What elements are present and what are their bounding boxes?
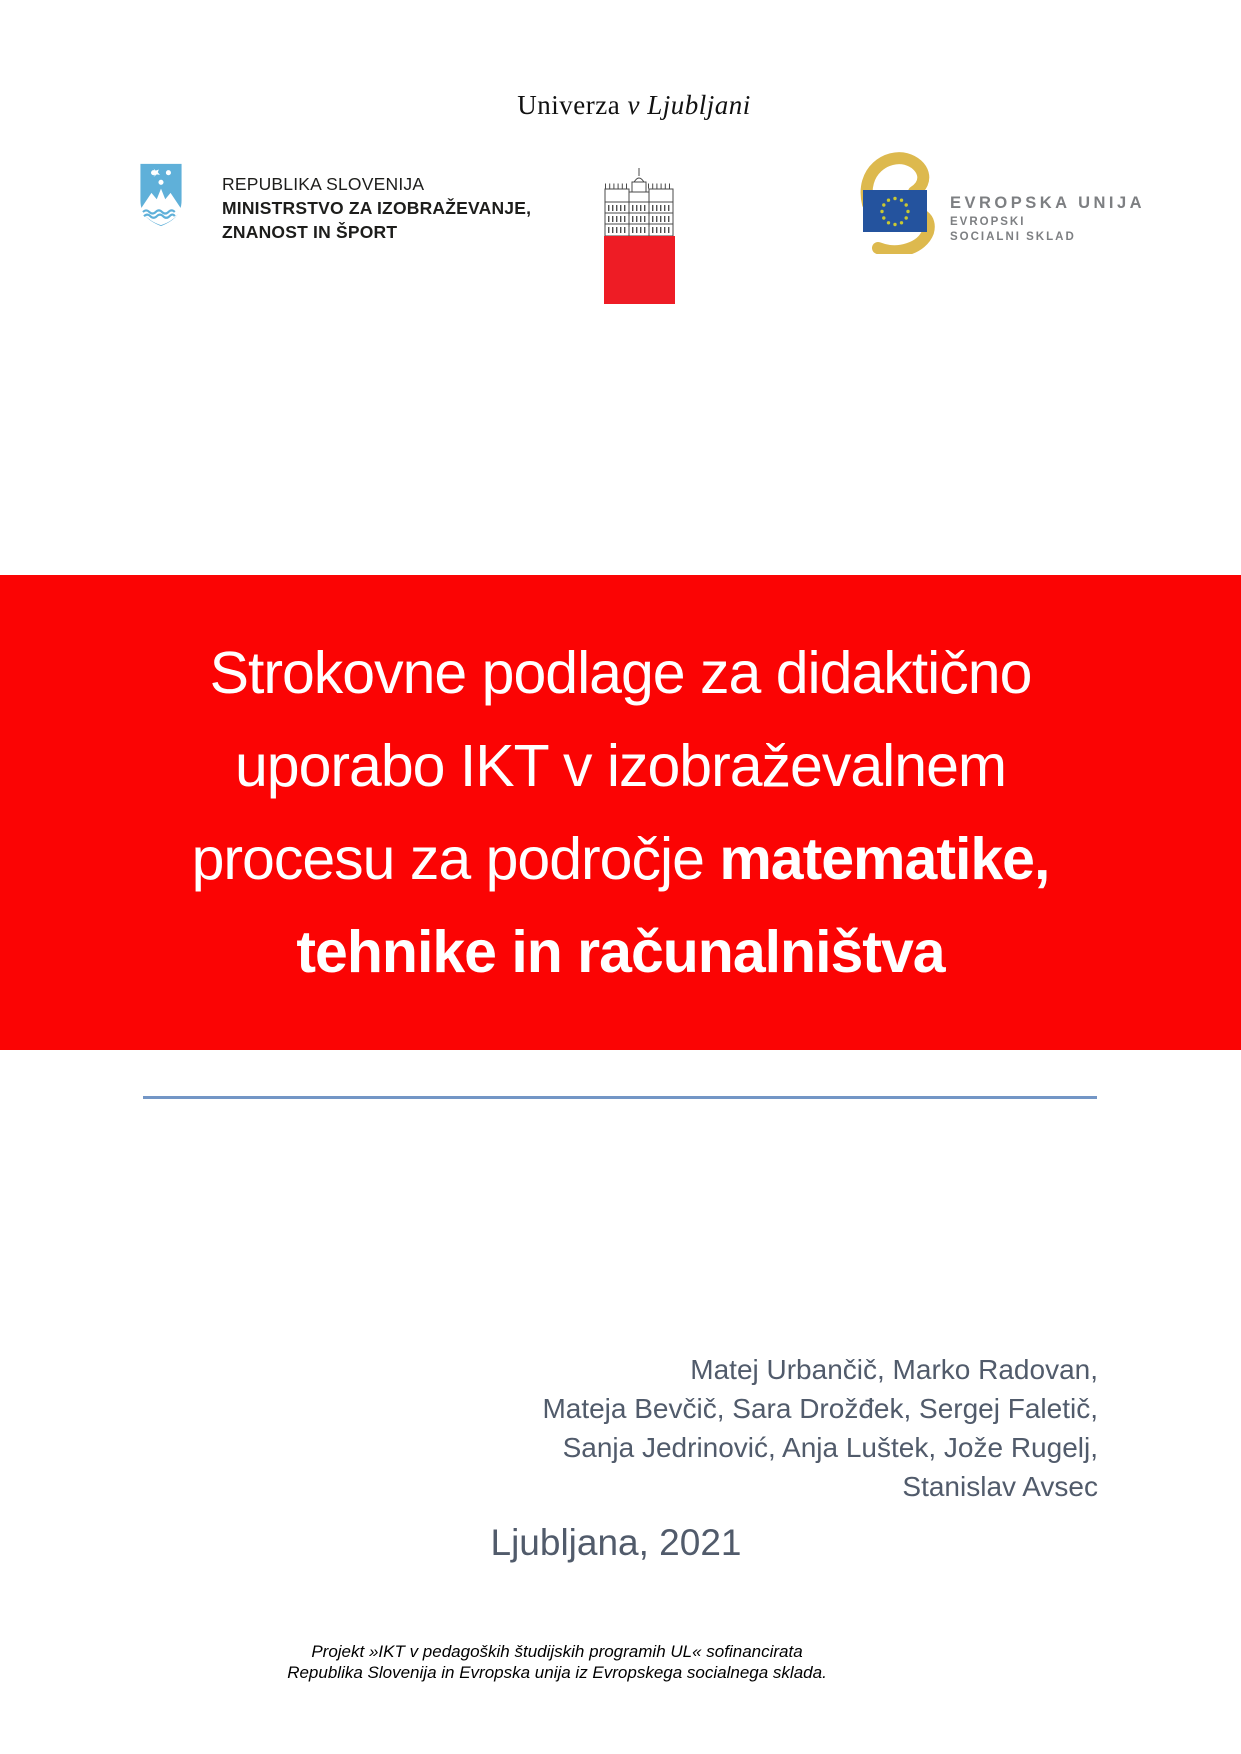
university-logo-red-block (604, 236, 675, 304)
authors-line-1: Matej Urbančič, Marko Radovan, (690, 1354, 1098, 1385)
eu-label-line1: EVROPSKA UNIJA (950, 194, 1146, 212)
authors-line-4: Stanislav Avsec (902, 1471, 1098, 1502)
university-of-ljubljana-logo (602, 168, 676, 304)
title-line-3: procesu za področje matematike, (191, 826, 1050, 892)
funding-note-line1: Projekt »IKT v pedagoških študijskih programih UL« sofinancirata (311, 1642, 803, 1661)
document-title (0, 575, 1241, 999)
ministry-logo-block (136, 160, 531, 244)
place-and-date: Ljubljana, 2021 (490, 1522, 742, 1563)
university-building-icon (602, 168, 676, 236)
eu-flag-with-gold-ribbon-icon (860, 152, 936, 254)
title-line-1: Strokovne podlage za didaktično (209, 640, 1032, 706)
title-banner (0, 575, 1241, 1050)
slovenia-coat-of-arms-icon (136, 160, 186, 230)
title-line-2: uporabo IKT v izobraževalnem (234, 733, 1007, 799)
ministry-name-line3: ZNANOST IN ŠPORT (222, 222, 398, 242)
university-name-header (334, 90, 934, 121)
ministry-name (222, 160, 531, 244)
eu-social-fund-label (950, 152, 1145, 254)
ministry-name-line1: REPUBLIKA SLOVENIJA (222, 174, 425, 194)
eu-label-line3: SOCIALNI SKLAD (950, 231, 1076, 243)
authors-line-3: Sanja Jedrinović, Anja Luštek, Jože Rugelj, (562, 1432, 1098, 1463)
authors-line-2: Mateja Bevčič, Sara Drožđek, Sergej Faletič, (542, 1393, 1098, 1424)
funding-note-line2: Republika Slovenija in Evropska unija iz Evropskega socialnega sklada. (287, 1663, 827, 1682)
eu-social-fund-logo-block (860, 152, 1145, 254)
university-name-italic: v Ljubljani (627, 90, 751, 120)
authors-list (338, 1350, 1098, 1506)
title-line-4: tehnike in računalništva (296, 919, 945, 985)
eu-label-line2: EVROPSKI (950, 216, 1026, 228)
university-name-regular: Univerza (517, 90, 621, 120)
ministry-name-line2: MINISTRSTVO ZA IZOBRAŽEVANJE, (222, 198, 532, 218)
horizontal-divider-line (143, 1096, 1097, 1099)
funding-note (257, 1641, 857, 1683)
